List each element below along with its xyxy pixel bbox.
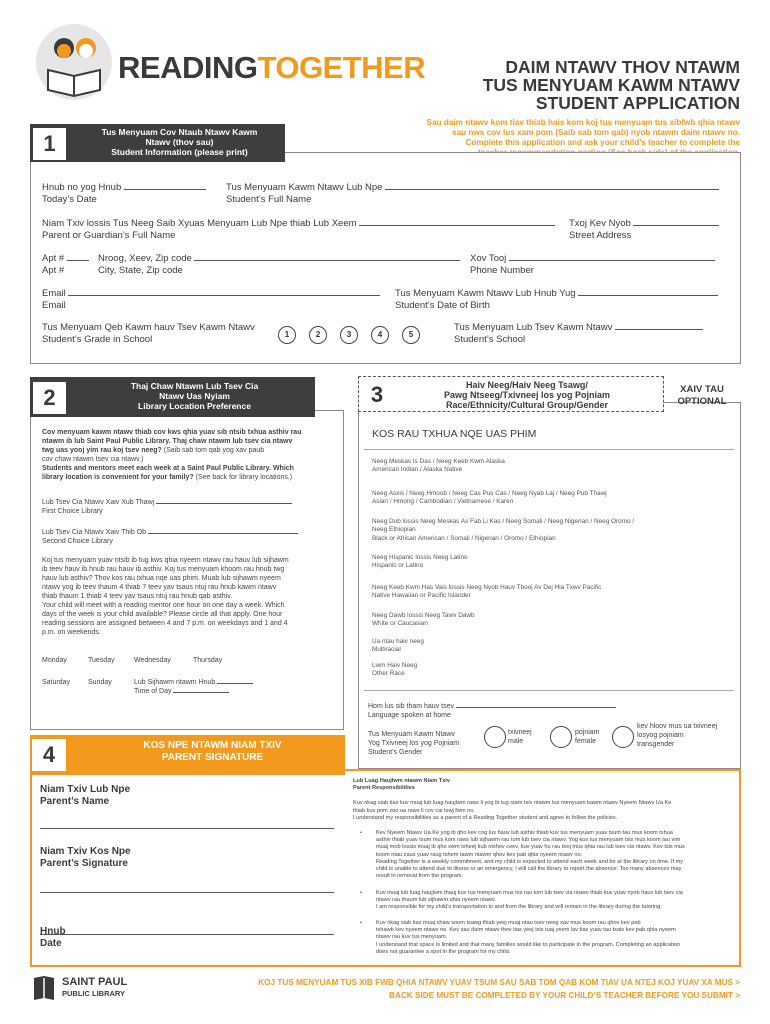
student-name-field[interactable] bbox=[390, 180, 726, 192]
sig-date-field[interactable] bbox=[40, 934, 334, 935]
language-field[interactable] bbox=[456, 700, 616, 710]
city-state-zip-label: Nroog, Xeev, Zip code City, State, Zip code bbox=[98, 253, 460, 277]
second-choice-field[interactable] bbox=[162, 526, 312, 536]
section-3-title: Haiv Neeg/Haiv Neeg Tsawg/ Pawg Ntseeg/Txivneej los yog Pojniam Race/Ethnicity/Cultural Group/Gender bbox=[443, 380, 611, 410]
bullet-icon: • bbox=[360, 830, 362, 836]
ethnicity-option-white[interactable]: Neeg Dawb lossis Neeg Tawv Dawb White or Caucasian bbox=[372, 612, 475, 628]
email-field[interactable] bbox=[72, 286, 384, 298]
availability-text: Koj tus menyuam yuav ntsib ib tug kws qhia nyeem ntawv rau hauv lub sijhawm ib teev hauv ib hnub rau hauv ib asthiv. Koj tus menyuam khoom rau hnub twg hauv lub asthiv? Thov kos rau txhua nqe uas phim. Muab lub sijhawm nyeem ntawv yog ib teev thaum 4 thiab 7 teev yav tsaus ntuj rau hnub kawm ntawv thiab thaum 1 thiab 4 teev yav tsaus ntuj rau hnub qab asthiv. Your child will meet with a reading mentor one hour on one day a week. Which days of the week is your child available? Please circle all that apply. One hour reading sessions are assigned between 4 and 7 p.m. on weekdays and 1 and 4 p.m. on weekends. bbox=[42, 557, 289, 636]
day-wednesday[interactable]: Wednesday bbox=[134, 657, 171, 664]
check-all-that-apply: KOS RAU TXHUA NQE UAS PHIM bbox=[372, 428, 537, 440]
grade-2-option[interactable]: 2 bbox=[309, 326, 327, 344]
phone-field[interactable] bbox=[518, 251, 724, 263]
responsibility-attendance: • Kev Nyeem Ntawv Ua Ke yog ib qho kev cog lus hauv lub asthiv thiab kuv tus menyuam yuav tsum tau mus koom txhua asthiv thiab yuav tsum mus kom raws lub sijhawm rau tom lub tsev cia ntawv. Yog kuv tus menyuam tsis mus koom tau vim muaj mob lossis muaj ib qho xwm txheej kub ntxhov ceev, kuv yuav hu rau tooj mus qhia rau lub tsev cia ntawv. Kev tsis mus koom ntau zaus yuav raug tshem tawm ntawm qhov kev pab qhia nyeem ntawv no. Reading Together is a weekly commitment, and my child is expected to attend each week and be at the library on time. If my child is unable to attend due to illness or an emergency, I will call the library to report the absence. Too many absences may result in removal from the program. bbox=[360, 830, 685, 880]
male-label: txivneej male bbox=[508, 729, 532, 745]
divider bbox=[364, 690, 734, 691]
transgender-option[interactable] bbox=[612, 726, 634, 748]
section-number: 1 bbox=[33, 128, 66, 160]
library-book-icon bbox=[32, 974, 56, 1002]
street-address-field[interactable] bbox=[636, 216, 724, 228]
time-of-day-label: Lub Sijhawm ntawm Hnub Time of Day bbox=[134, 678, 253, 696]
reading-together-logo bbox=[34, 22, 114, 107]
apt-field[interactable] bbox=[72, 251, 96, 263]
first-choice-field[interactable] bbox=[175, 496, 311, 506]
ethnicity-option-black[interactable]: Neeg Dub lossis Neeg Meskas As Fab Li Kas / Neeg Somali / Neeg Nigerian / Neeg Oromo / Neeg Ethiopian Black or African American / Somali / Nigerian / Oromo / Ethiopian bbox=[372, 518, 635, 542]
responsibility-space: • Kuv nkag siab tias muaj chaw soom tsawg thiab yeej muaj ntau tsev neeg xav mus koom rau qhov kev pab txhawb kev nyeem ntawv no. Kev sau daim ntawv thov tias yeej tsis tuaj yeem lav tias yuav tau txais kev pab qhia nyeem ntawv rau kuv tus menyuam. I understand that space is limited and that many families would like to participate in the program. Completing an application does not guarantee a spot in the program for my child. bbox=[360, 920, 681, 955]
library-question: Cov menyuam kawm ntawv thiab cov kws qhia yuav sib ntsib txhua asthiv rau ntawm ib lub Saint Paul Public Library. Thaj chaw ntawm lub tsev cia ntawv twg uas yooj yim rau koj tsev neeg? (Saib sab tom qab yog xav paub cov chaw ntawm tsev cia ntawv.) Students and mentors meet each week at a Saint Paul Public Library. Which library location is convenient for your family? (See back for library locations.) bbox=[42, 429, 302, 481]
todays-date-field[interactable] bbox=[132, 180, 216, 192]
parent-name-label: Niam Txiv lossis Tus Neeg Saib Xyuas Menyuam Lub Npe thiab Lub Xeem Parent or Guardian’s Full Name bbox=[42, 218, 555, 242]
bullet-icon: • bbox=[360, 890, 362, 896]
gender-label: Tus Menyuam Kawm Ntawv Yog Txivneej los yog Pojniam Student’s Gender bbox=[368, 731, 460, 756]
dob-label: Tus Menyuam Kawm Ntawv Lub Hnub Yug Student’s Date of Birth bbox=[395, 288, 718, 312]
saint-paul-library-logo bbox=[32, 974, 56, 1007]
email-label: Email Email bbox=[42, 288, 380, 312]
parent-signature-label: Niam Txiv Kos Npe Parent’s Signature bbox=[40, 846, 131, 869]
spl-name: SAINT PAUL PUBLIC LIBRARY bbox=[62, 976, 128, 998]
grade-options bbox=[278, 324, 433, 344]
day-monday[interactable]: Monday bbox=[42, 657, 67, 664]
ethnicity-option-native[interactable]: Neeg Meskas Is Das / Neeg Keeb Kwm Alaska American Indian / Alaska Native bbox=[372, 458, 505, 474]
school-field[interactable] bbox=[636, 320, 726, 332]
optional-label: XAIV TAU OPTIONAL bbox=[677, 384, 727, 407]
grade-5-option[interactable]: 5 bbox=[402, 326, 420, 344]
grade-1-option[interactable]: 1 bbox=[278, 326, 296, 344]
ethnicity-option-asian[interactable]: Neeg Asxis / Neeg Hmoob / Neeg Cas Pus Cas / Neeg Nyab Laj / Neeg Pub Thawj Asian / Hmong / Cambodian / Vietnamese / Karen bbox=[372, 490, 607, 506]
parent-responsibilities: Lub Luag Haujlwm ntawm Niam Txiv Parent Responsibilities Kuv nkag siab tias kuv muaj lub luag haujlwm raws li yog ib tug niam txiv ntawm tus menyuam kawm ntawv Nyeem Ntawv Ua Ke thiab kuv pom zoo ua raws li cov cai tswj fwm no. I understand my responsibilities as a parent of a Reading Together student and agree to follow the policies. bbox=[353, 778, 672, 821]
second-choice-label: Lub Tsev Cia Ntawv Xaiv Thib Ob Second Choice Library bbox=[42, 528, 298, 546]
ethnicity-option-multiracial[interactable]: Ua ntau haiv neeg Multiracial bbox=[372, 638, 424, 654]
day-sunday[interactable]: Sunday bbox=[88, 679, 112, 686]
dob-field[interactable] bbox=[586, 286, 726, 298]
footer-note: KOJ TUS MENYUAM TUS XIB FWB QHIA NTAWV YUAV TSUM SAU SAB TOM QAB KOM TIAV UA NTEJ KOJ YUAV XA MUS > BACK SIDE MUST BE COMPLETED BY YOUR CHILD’S TEACHER BEFORE YOU SUBMIT > bbox=[258, 978, 740, 1000]
phone-label: Xov Tooj Phone Number bbox=[470, 253, 715, 277]
responsibility-transportation: • Kuv muaj lub luag haujlwm thauj kuv tus menyuam mus los rau tom lub tsev cia ntawv thiab kuv yuav nyob hauv lub tsev cia ntawv rau thaum lub sijhawm qhia nyeem ntawv. I am responsible for my child’s transportation to and from the library and will remain in the library during the tutoring. bbox=[360, 890, 683, 911]
male-option[interactable] bbox=[484, 726, 506, 748]
student-name-label: Tus Menyuam Kawm Ntawv Lub Npe Student’s Full Name bbox=[226, 182, 719, 206]
instructions: Sau daim ntawv kom tiav thiab hais kom koj tus menyuam tus xibfwb qhia ntawv sau nws cov lus xam pom (Saib sab tom qab) nyob ntawm daim ntawv no. Complete this application and ask your child’s teacher to complete the bbox=[426, 118, 740, 147]
brand-name: READINGTOGETHER bbox=[118, 50, 426, 85]
section-number: 3 bbox=[370, 382, 384, 407]
section-number: 4 bbox=[32, 739, 66, 771]
day-saturday[interactable]: Saturday bbox=[42, 679, 71, 686]
time-of-day-field[interactable] bbox=[232, 676, 272, 686]
parent-signature-field[interactable] bbox=[40, 892, 334, 893]
ethnicity-option-hispanic[interactable]: Neeg Hispanic lossis Neeg Latino Hispanic or Latino bbox=[372, 554, 468, 570]
grade-label: Tus Menyuam Qeb Kawm hauv Tsev Kawm Ntawv Student’s Grade in School bbox=[42, 322, 255, 345]
bullet-icon: • bbox=[360, 920, 362, 926]
female-option[interactable] bbox=[550, 726, 572, 748]
street-address-label: Txoj Kev Nyob Street Address bbox=[569, 218, 719, 242]
transgender-label: kev hloov mus ua txivneej losyog pojniam transgender bbox=[637, 723, 718, 748]
parent-name-sig-field[interactable] bbox=[40, 828, 334, 829]
language-label: Hom lus sib tham hauv tsev Language spoken at home bbox=[368, 702, 616, 720]
todays-date-label: Hnub no yog Hnub Today’s Date bbox=[42, 182, 206, 206]
section-4-header: KOS NPE NTAWM NIAM TXIV PARENT SIGNATURE bbox=[30, 735, 345, 775]
grade-4-option[interactable]: 4 bbox=[371, 326, 389, 344]
female-label: pojniam female bbox=[575, 729, 600, 745]
sig-date-label: Hnub Date bbox=[40, 926, 66, 949]
parent-name-field[interactable] bbox=[366, 216, 562, 228]
day-tuesday[interactable]: Tuesday bbox=[88, 657, 115, 664]
page-title: DAIM NTAWV THOV NTAWM TUS MENYUAM KAWM NTAWV STUDENT APPLICATION bbox=[482, 57, 740, 113]
parent-name-sig-label: Niam Txiv Lub Npe Parent’s Name bbox=[40, 784, 131, 807]
school-label: Tus Menyuam Lub Tsev Kawm Ntawv Student’s School bbox=[454, 322, 703, 346]
ethnicity-option-pacific[interactable]: Neeg Keeb Kwm Has Vais lossis Neeg Nyob Hauv Thooj Av Dej Hia Txwv Pacific Native Hawaiian or Pacific Islander bbox=[372, 584, 602, 600]
ethnicity-option-other[interactable]: Lwm Haiv Neeg Other Race bbox=[372, 662, 418, 678]
day-thursday[interactable]: Thursday bbox=[193, 657, 223, 664]
section-1-header: Tus Menyuam Cov Ntaub Ntawv Kawm Ntawv (thov sau) Student Information (please print) bbox=[30, 124, 285, 162]
first-choice-label: Lub Tsev Cia Ntawv Xaiv Xub Thawj First Choice Library bbox=[42, 498, 292, 516]
grade-3-option[interactable]: 3 bbox=[340, 326, 358, 344]
apt-label: Apt # Apt # bbox=[42, 253, 89, 277]
city-state-zip-field[interactable] bbox=[198, 251, 464, 263]
section-number: 2 bbox=[33, 382, 66, 414]
section-2-header: Thaj Chaw Ntawm Lub Tsev Cia Ntawv Uas Nyiam Library Location Preference bbox=[30, 377, 315, 417]
